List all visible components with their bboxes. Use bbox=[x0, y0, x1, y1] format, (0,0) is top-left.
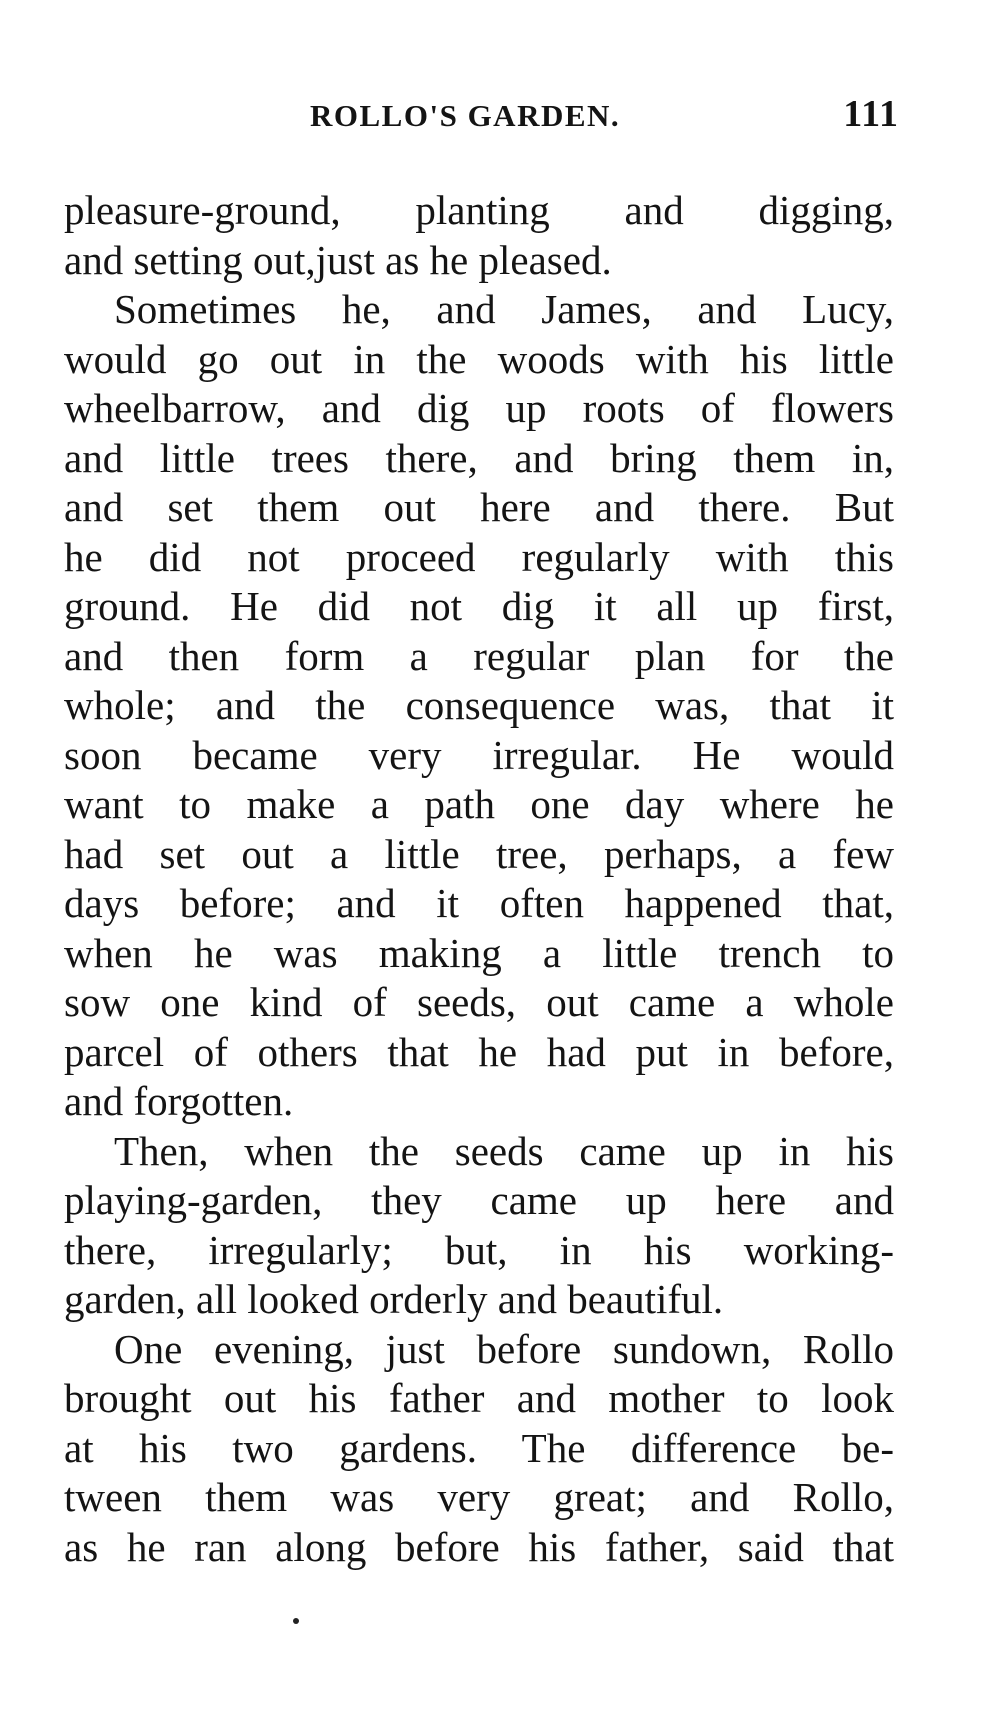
text-line: had set out a little tree, perhaps, a few bbox=[64, 830, 894, 877]
text-line: whole; and the consequence was, that it bbox=[64, 682, 894, 728]
text-line: when he was making a little trench to bbox=[64, 929, 894, 976]
text-line: would go out in the woods with his little bbox=[64, 335, 894, 382]
text-line: wheelbarrow, and dig up roots of flowers bbox=[64, 385, 894, 431]
text-line: and then form a regular plan for the bbox=[64, 632, 894, 679]
text-line: soon became very irregular. He would bbox=[64, 731, 894, 778]
text-line: there, irregularly; but, in his working- bbox=[64, 1226, 894, 1273]
printer-mark bbox=[293, 1618, 299, 1624]
text-line: One evening, just before sundown, Rollo bbox=[114, 1325, 894, 1372]
text-line: and little trees there, and bring them in, bbox=[64, 434, 894, 481]
body-text bbox=[64, 186, 894, 1572]
text-line: and setting out,just as he pleased. bbox=[64, 236, 612, 283]
text-line: Then, when the seeds came up in his bbox=[114, 1127, 894, 1174]
text-line: and set them out here and there. But bbox=[64, 484, 894, 530]
text-line: pleasure-ground, planting and digging, bbox=[64, 187, 894, 233]
text-line: tween them was very great; and Rollo, bbox=[64, 1474, 894, 1520]
text-line: want to make a path one day where he bbox=[64, 781, 894, 827]
text-line: parcel of others that he had put in before, bbox=[64, 1028, 894, 1075]
text-line: brought out his father and mother to look bbox=[64, 1375, 894, 1421]
text-line: he did not proceed regularly with this bbox=[64, 533, 894, 580]
text-line: ground. He did not dig it all up first, bbox=[64, 583, 894, 629]
page-number: 111 bbox=[843, 93, 899, 135]
text-line: Sometimes he, and James, and Lucy, bbox=[114, 286, 894, 332]
text-line: garden, all looked orderly and beautiful. bbox=[64, 1276, 724, 1322]
text-line: days before; and it often happened that, bbox=[64, 880, 894, 926]
text-line: and forgotten. bbox=[64, 1078, 294, 1124]
text-line: sow one kind of seeds, out came a whole bbox=[64, 979, 894, 1025]
running-title: ROLLO'S GARDEN. bbox=[310, 98, 621, 133]
text-line: playing-garden, they came up here and bbox=[64, 1177, 894, 1223]
text-line: at his two gardens. The difference be- bbox=[64, 1424, 894, 1471]
text-line: as he ran along before his father, said that bbox=[64, 1523, 894, 1570]
